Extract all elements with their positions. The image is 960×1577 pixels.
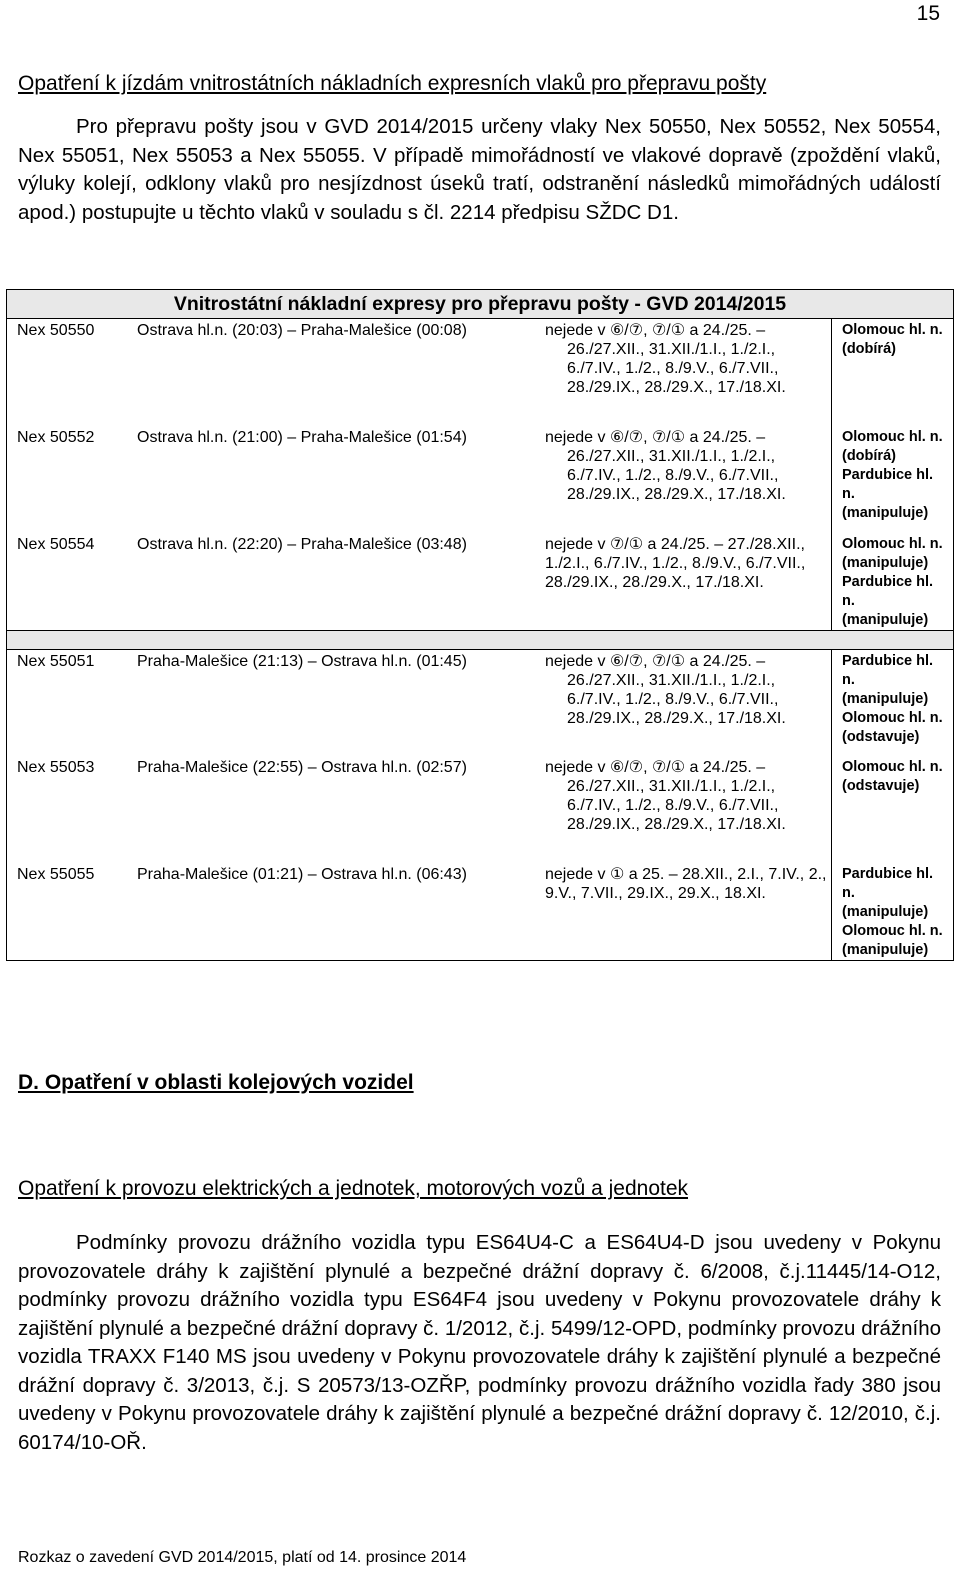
intro-paragraph bbox=[18, 113, 941, 227]
train-number: Nex 55051 bbox=[7, 649, 134, 756]
train-notes bbox=[832, 863, 954, 961]
note-line: Olomouc hl. n. bbox=[842, 428, 943, 445]
table-separator bbox=[7, 630, 954, 649]
table-row bbox=[7, 533, 954, 631]
train-route: Praha-Malešice (21:13) – Ostrava hl.n. (01:45) bbox=[137, 652, 467, 670]
mail-trains-table bbox=[6, 289, 954, 961]
note-line: Olomouc hl. n. bbox=[842, 709, 943, 726]
train-number: Nex 55055 bbox=[7, 863, 134, 961]
train-number: Nex 50550 bbox=[7, 319, 134, 426]
section-heading-mail-trains: Opatření k jízdám vnitrostátních nákladních expresních vlaků pro přepravu pošty bbox=[18, 72, 767, 95]
table-row bbox=[7, 319, 954, 426]
train-route: Ostrava hl.n. (20:03) – Praha-Malešice (00:08) bbox=[137, 322, 467, 339]
train-days: nejede v ⑥/⑦, ⑦/① a 24./25. – 26./27.XII., 31.XII./1.I., 1./2.I., 6./7.IV., 1./2., 8./9.V., 6./7.VII., 28./29.IX., 28./29.X., 17./18.XI. bbox=[545, 428, 786, 503]
train-days: nejede v ⑦/① a 24./25. – 27./28.XII., 1./2.I., 6./7.IV., 1./2., 8./9.V., 6./7.VII., 28./29.IX., 28./29.X., 17./18.XI. bbox=[545, 535, 806, 591]
note-line: Olomouc hl. n. bbox=[842, 759, 943, 775]
note-line: (manipuluje) bbox=[842, 611, 929, 628]
note-line: (manipuluje) bbox=[842, 504, 929, 521]
train-days: nejede v ⑥/⑦, ⑦/① a 24./25. – 26./27.XII., 31.XII./1.I., 1./2.I., 6./7.IV., 1./2., 8./9.V., 6./7.VII., 28./29.IX., 28./29.X., 17./18.XI. bbox=[545, 652, 786, 727]
train-notes bbox=[832, 426, 954, 533]
note-line: Pardubice hl. n. bbox=[842, 573, 934, 609]
train-days: nejede v ⑥/⑦, ⑦/① a 24./25. – 26./27.XII., 31.XII./1.I., 1./2.I., 6./7.IV., 1./2., 8./9.V., 6./7.VII., 28./29.IX., 28./29.X., 17./18.XI. bbox=[545, 322, 786, 396]
note-line: Olomouc hl. n. bbox=[842, 322, 943, 338]
note-line: (manipuluje) bbox=[842, 904, 929, 920]
train-number: Nex 55053 bbox=[7, 756, 134, 863]
section-heading-vehicles: Opatření k provozu elektrických a jednotek, motorových vozů a jednotek bbox=[18, 1177, 689, 1200]
train-route: Praha-Malešice (22:55) – Ostrava hl.n. (02:57) bbox=[137, 759, 467, 776]
note-line: (manipuluje) bbox=[842, 942, 929, 958]
train-notes bbox=[832, 649, 954, 756]
train-notes bbox=[832, 756, 954, 863]
vehicles-paragraph bbox=[18, 1229, 941, 1457]
note-line: Pardubice hl. n. bbox=[842, 652, 934, 688]
train-days: nejede v ① a 25. – 28.XII., 2.I., 7.IV., 2., 9.V., 7.VII., 29.IX., 29.X., 18.XI. bbox=[531, 863, 832, 961]
note-line: Olomouc hl. n. bbox=[842, 535, 943, 552]
train-number: Nex 50552 bbox=[7, 426, 134, 533]
train-notes bbox=[832, 319, 954, 426]
table-row bbox=[7, 426, 954, 533]
train-notes bbox=[832, 533, 954, 631]
vehicles-paragraph-text: Podmínky provozu drážního vozidla typu ES64U4-C a ES64U4-D jsou uvedeny v Pokynu provozovatele dráhy k zajištění plynulé a bezpečné drážní dopravy č. 6/2008, č.j.11445/14-O12, podmínky provozu drážního vozidla typu ES64F4 jsou uvedeny v Pokynu provozovatele dráhy k zajištění plynulé a bezpečné drážní dopravy č. 1/2012, č.j. 5499/12-OPD, podmínky provozu drážního vozidla TRAXX F140 MS jsou uvedeny v Pokynu provozovatele dráhy k zajištění plynulé a bezpečné drážní dopravy č. 3/2013, č.j. S 20573/13-OZŘP, podmínky provozu drážního vozidla řady 380 jsou uvedeny v Pokynu provozovatele dráhy k zajištění plynulé a bezpečné drážní dopravy č. 12/2010, č.j. 60174/10-OŘ. bbox=[18, 1231, 941, 1454]
note-line: (manipuluje) bbox=[842, 690, 929, 707]
table-caption: Vnitrostátní nákladní expresy pro přepravu pošty - GVD 2014/2015 bbox=[7, 290, 954, 319]
note-line: Olomouc hl. n. bbox=[842, 923, 943, 939]
train-route: Praha-Malešice (01:21) – Ostrava hl.n. (06:43) bbox=[133, 863, 531, 961]
intro-paragraph-text: Pro přepravu pošty jsou v GVD 2014/2015 určeny vlaky Nex 50550, Nex 50552, Nex 50554, Nex 55051, Nex 55053 a Nex 55055. V případě mimořádností ve vlakové dopravě (zpoždění vlaků, výluky kolejí, odklony vlaků pro nesjízdnost úseků tratí, odstranění následků mimořádných událostí apod.) postupujte u těchto vlaků v souladu s čl. 2214 předpisu SŽDC D1. bbox=[18, 115, 941, 224]
train-route: Ostrava hl.n. (21:00) – Praha-Malešice (01:54) bbox=[137, 428, 467, 446]
table-row bbox=[7, 649, 954, 756]
note-line: (manipuluje) bbox=[842, 554, 929, 571]
note-line: Pardubice hl. n. bbox=[842, 466, 934, 502]
note-line: (dobírá) bbox=[842, 341, 896, 357]
train-route: Ostrava hl.n. (22:20) – Praha-Malešice (03:48) bbox=[137, 535, 467, 553]
section-d-heading: D. Opatření v oblasti kolejových vozidel bbox=[18, 1071, 414, 1094]
page-number: 15 bbox=[916, 2, 940, 25]
note-line: (dobírá) bbox=[842, 447, 896, 464]
note-line: Pardubice hl. n. bbox=[842, 866, 934, 901]
table-row bbox=[7, 756, 954, 863]
page-footer: Rozkaz o zavedení GVD 2014/2015, platí od 14. prosince 2014 bbox=[18, 1549, 467, 1566]
train-number: Nex 50554 bbox=[7, 533, 134, 631]
note-line: (odstavuje) bbox=[842, 728, 920, 745]
train-days: nejede v ⑥/⑦, ⑦/① a 24./25. – 26./27.XII., 31.XII./1.I., 1./2.I., 6./7.IV., 1./2., 8./9.V., 6./7.VII., 28./29.IX., 28./29.X., 17./18.XI. bbox=[545, 759, 786, 833]
table-row bbox=[7, 863, 954, 961]
note-line: (odstavuje) bbox=[842, 778, 920, 794]
